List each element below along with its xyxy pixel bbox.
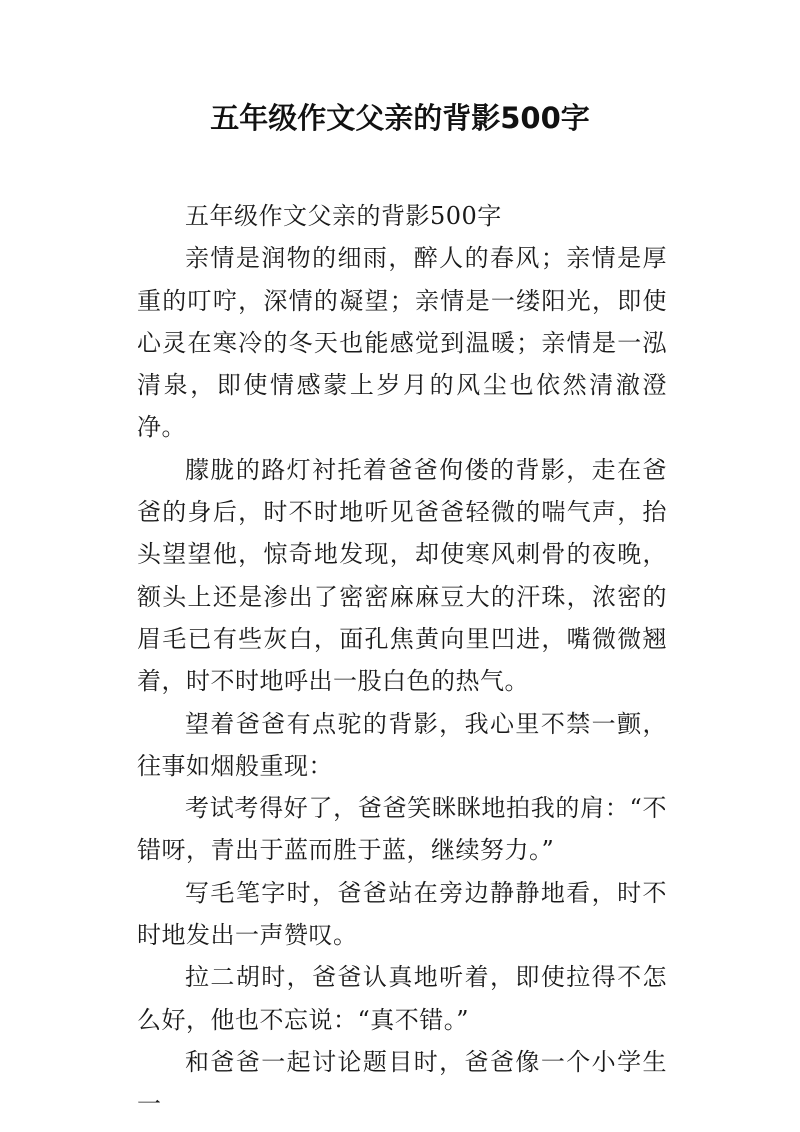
paragraph: 写毛笔字时，爸爸站在旁边静静地看，时不时地发出一声赞叹。 (137, 878, 667, 950)
paragraph: 朦胧的路灯衬托着爸爸佝偻的背影，走在爸爸的身后，时不时地听见爸爸轻微的喘气声，抬头望望他，惊奇地发现，却使寒风刺骨的夜晚，额头上还是渗出了密密麻麻豆大的汗珠，浓密的眉毛已有些灰白，面孔焦黄向里凹进，嘴微微翘着，时不时地呼出一股白色的热气。 (137, 455, 667, 696)
article-body (137, 195, 667, 1126)
page-title: 五年级作文父亲的背影500字 (210, 101, 590, 135)
paragraph: 亲情是润物的细雨，醉人的春风；亲情是厚重的叮咛，深情的凝望；亲情是一缕阳光，即使心灵在寒冷的冬天也能感觉到温暖；亲情是一泓清泉，即使情感蒙上岁月的风尘也依然清澈澄净。 (137, 244, 667, 442)
paragraph: 望着爸爸有点驼的背影，我心里不禁一颤，往事如烟般重现： (137, 709, 667, 780)
paragraph: 和爸爸一起讨论题目时，爸爸像一个小学生一 (137, 1047, 667, 1119)
paragraph: 拉二胡时，爸爸认真地听着，即使拉得不怎么好，他也不忘说：“真不错。” (137, 963, 667, 1034)
paragraph-subtitle: 五年级作文父亲的背影500字 (185, 202, 502, 230)
paragraph: 考试考得好了，爸爸笑眯眯地拍我的肩：“不错呀，青出于蓝而胜于蓝，继续努力。” (137, 794, 667, 865)
